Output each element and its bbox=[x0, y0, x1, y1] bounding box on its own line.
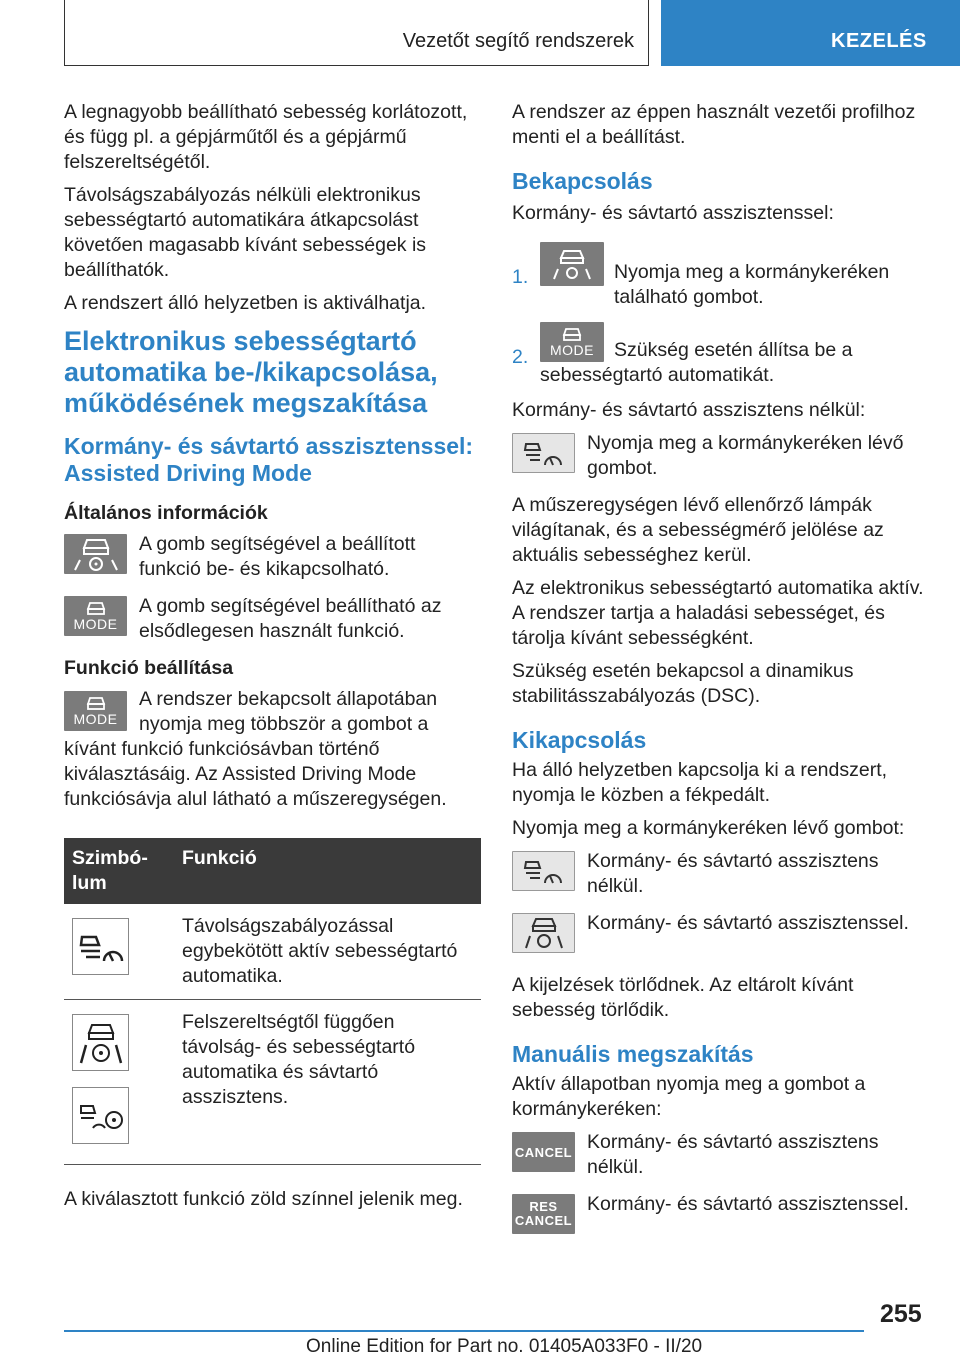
paragraph: A legnagyobb beállítható sebesség korlátozott, és függ pl. a gépjárműtől és a gépjármű felszereltségétől. bbox=[64, 101, 468, 173]
table-cell-symbol bbox=[64, 904, 174, 1000]
cancel-button-icon bbox=[512, 1132, 575, 1172]
assist-button-icon bbox=[64, 534, 127, 574]
table-row bbox=[64, 904, 481, 1000]
cruise-control-icon bbox=[72, 918, 129, 975]
lane-assist-icon bbox=[72, 1014, 129, 1071]
heading-function-setting: Funkció beállítása bbox=[64, 657, 234, 679]
footer-divider bbox=[64, 1330, 864, 1332]
mode-button-icon bbox=[64, 596, 127, 636]
step-text: Nyomja meg a kormánykeréken található gombot. bbox=[614, 261, 890, 308]
right-column bbox=[512, 100, 932, 1254]
icon-block bbox=[512, 1192, 932, 1242]
heading-switch-on: Bekapcsolás bbox=[512, 168, 653, 194]
mode-button-icon bbox=[64, 691, 127, 731]
left-column bbox=[64, 100, 482, 1220]
paragraph: Távolságszabályozás nélküli elektronikus sebességtartó automatikára átkapcsolást követően magasabb kívánt sebességek is beállíthatók. bbox=[64, 184, 427, 281]
paragraph: A rendszert álló helyzetben is aktiválhatja. bbox=[64, 292, 427, 314]
mode-button-icon bbox=[540, 322, 604, 362]
section-title: Vezetőt segítő rendszerek bbox=[402, 30, 634, 52]
icon-text: Nyomja meg a kormánykeréken lévő gombot. bbox=[587, 432, 904, 479]
paragraph: Kormány- és sávtartó asszisztenssel: bbox=[512, 202, 834, 224]
icon-text: A gomb segítségével a beállított funkció be- és kikapcsolható. bbox=[139, 533, 416, 580]
table-header-function: Funkció bbox=[174, 838, 481, 904]
res-label: RES bbox=[529, 1199, 558, 1214]
subsection-heading: Kormány- és sávtartó asszisztenssel: Assisted Driving Mode bbox=[64, 433, 474, 486]
paragraph: Az elektronikus sebességtartó automatika aktív. A rendszer tartja a haladási sebességet, és tárolja kívánt sebességként. bbox=[512, 577, 924, 649]
mode-label: MODE bbox=[550, 342, 594, 358]
icon-text: Kormány- és sávtartó asszisztenssel. bbox=[587, 1193, 909, 1215]
res-cancel-label: CANCEL bbox=[514, 1213, 573, 1228]
paragraph: A rendszer bekapcsolt állapotában nyomja meg többször a gombot a kívánt funkció funkciósávban történő kiválasztásáig. Az Assisted Driving Mode funkciósávja alul látható a műszeregységen. bbox=[64, 688, 447, 810]
paragraph: A rendszer az éppen használt vezetői profilhoz menti el a beállítást. bbox=[512, 101, 916, 148]
icon-block bbox=[512, 911, 932, 961]
paragraph: Ha álló helyzetben kapcsolja ki a rendszert, nyomja le közben a fékpedált. bbox=[512, 759, 888, 806]
paragraph: A műszeregységen lévő ellenőrző lámpák világítanak, és a sebességmérő jelölése az aktuális sebességhez kerül. bbox=[512, 494, 884, 566]
step-2 bbox=[512, 320, 932, 388]
step-1 bbox=[512, 240, 932, 310]
assist-button-icon bbox=[540, 242, 604, 286]
table-cell-function: Felszereltségtől függően távolság- és sebességtartó automatika és sávtartó asszisztens. bbox=[174, 1000, 481, 1165]
paragraph: A kiválasztott funkció zöld színnel jelenik meg. bbox=[64, 1188, 463, 1210]
paragraph: Kormány- és sávtartó asszisztens nélkül: bbox=[512, 399, 866, 421]
table-header-symbol: Szimbó-lum bbox=[64, 838, 174, 904]
header-section-box bbox=[64, 0, 649, 66]
icon-text: Kormány- és sávtartó asszisztens nélkül. bbox=[587, 1131, 879, 1178]
res-cancel-button-icon bbox=[512, 1194, 575, 1234]
icon-text: A gomb segítségével beállítható az elsődlegesen használt funkció. bbox=[139, 595, 442, 642]
paragraph: Nyomja meg a kormánykeréken lévő gombot: bbox=[512, 817, 905, 839]
section-heading: Elektronikus sebességtartó automatika be-/kikapcsolása, működésének megszakítása bbox=[64, 326, 438, 418]
icon-block bbox=[64, 532, 482, 582]
table-cell-function: Távolságszabályozással egybekötött aktív sebességtartó automatika. bbox=[174, 904, 481, 1000]
icon-block bbox=[512, 1130, 932, 1180]
cruise-control-button-icon bbox=[512, 851, 575, 891]
icon-block bbox=[512, 849, 932, 899]
paragraph: Aktív állapotban nyomja meg a gombot a kormánykeréken: bbox=[512, 1073, 866, 1120]
step-number: 2. bbox=[512, 346, 529, 368]
icon-block bbox=[64, 594, 482, 644]
icon-text: Kormány- és sávtartó asszisztenssel. bbox=[587, 912, 909, 934]
heading-general-info: Általános információk bbox=[64, 502, 268, 524]
heading-manual-interrupt: Manuális megszakítás bbox=[512, 1041, 754, 1067]
heading-switch-off: Kikapcsolás bbox=[512, 727, 647, 753]
table-row bbox=[64, 1000, 481, 1165]
header-chapter-tab bbox=[661, 0, 960, 66]
icon-block bbox=[512, 431, 932, 481]
symbol-table bbox=[64, 838, 481, 1165]
icon-block-flow bbox=[64, 687, 482, 812]
step-number: 1. bbox=[512, 266, 529, 288]
table-cell-symbol bbox=[64, 1000, 174, 1165]
mode-label: MODE bbox=[73, 616, 118, 632]
paragraph: A kijelzések törlődnek. Az eltárolt kívánt sebesség törlődik. bbox=[512, 974, 854, 1021]
cancel-label: CANCEL bbox=[514, 1144, 573, 1160]
page-number: 255 bbox=[880, 1300, 922, 1328]
step-text: Szükség esetén állítsa be a sebességtartó automatikát. bbox=[540, 339, 853, 386]
icon-text: Kormány- és sávtartó asszisztens nélkül. bbox=[587, 850, 879, 897]
edition-text: Online Edition for Part no. 01405A033F0 - II/20 bbox=[306, 1336, 703, 1357]
cruise-steering-icon bbox=[72, 1087, 129, 1144]
cruise-control-button-icon bbox=[512, 433, 575, 473]
paragraph: Szükség esetén bekapcsol a dinamikus stabilitásszabályozás (DSC). bbox=[512, 660, 854, 707]
lane-assist-button-icon bbox=[512, 913, 575, 953]
mode-label: MODE bbox=[73, 711, 118, 727]
chapter-title: KEZELÉS bbox=[831, 30, 927, 52]
